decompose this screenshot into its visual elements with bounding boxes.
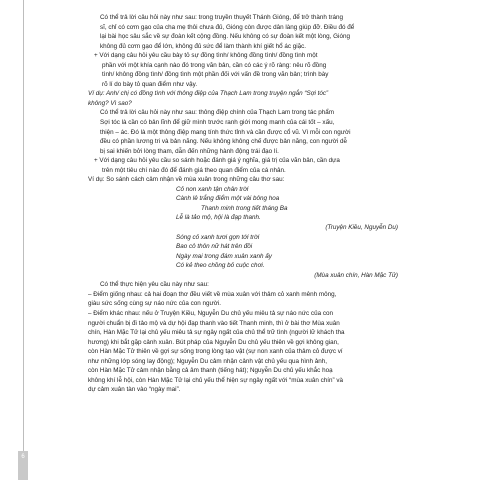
- text-line: giàu sức sống cùng sự náo nức của con người.: [88, 300, 222, 308]
- text-line: không đủ cơm gạo để lớn, không đủ sức để làm thành khí giết hổ ác giặc.: [100, 42, 307, 50]
- poem-line: Cỏ non xanh tận chân trời: [176, 185, 249, 193]
- text-line: bị sai khiến bởi lòng tham, dẫn đến những hành động trái đạo lí.: [100, 147, 279, 155]
- poem-citation-1: (Truyện Kiều, Nguyễn Du): [325, 224, 398, 232]
- example-question-1: [88, 89, 398, 108]
- bullet-compare-question: [88, 156, 398, 175]
- poem-line: Sóng cỏ xanh tươi gợn tới trời: [176, 233, 260, 241]
- poem-line: Có kẻ theo chồng bỏ cuộc chơi.: [176, 262, 265, 270]
- poem-citation-2: (Mùa xuân chín, Hàn Mặc Tử): [314, 271, 398, 279]
- poem-excerpt-2: [88, 233, 398, 271]
- text-line: + Với dạng câu hỏi yêu cầu so sánh hoặc đánh giá ý nghĩa, giá trị của văn bản, cần dựa: [94, 157, 340, 165]
- text-line: Có thể trả lời câu hỏi này như sau: trong truyền thuyết Thánh Gióng, để trở thành tráng: [100, 14, 344, 21]
- text-line: tình/ không đồng tình/ đồng tình một phần đối với vấn đề trong văn bản; trình bày: [102, 71, 329, 79]
- poem-line: Lễ là tảo mộ, hội là đạp thanh.: [176, 214, 261, 222]
- text-line: đều có phần lương tri và bản năng. Nếu không không chế được bản năng, con người dễ: [100, 138, 347, 146]
- left-margin-rule: [23, 0, 24, 480]
- text-line: Sợi tóc là cần có bản lĩnh để giữ mình trước ranh giới mong manh của cái tốt – xấu,: [100, 119, 335, 127]
- text-line: chín, Hàn Mặc Tử lại chủ yếu miêu tả sự ngây ngất của chủ thể trữ tình (người lữ khách tha: [88, 329, 345, 337]
- text-line: thiện – ác. Đó là một thông điệp mang tính thức tỉnh và cần được cổ vũ. Vì mỗi con người: [100, 128, 351, 136]
- bullet-agree-question: [88, 51, 398, 89]
- text-line: Ví dụ: Anh/ chị có đồng tình với thông điệp của Thạch Lam trong truyện ngắn “Sợi tóc”: [88, 90, 329, 98]
- text-line: hương) khi bắt gặp cảnh xuân. Bút pháp của Nguyễn Du chủ yếu thiên về gợi không gian,: [88, 338, 339, 346]
- text-line: rõ lí do bày tỏ quan điểm như vậy.: [102, 80, 198, 88]
- poem-line: Cành lê trắng điểm một vài bông hoa: [176, 195, 280, 203]
- page-content: [88, 13, 398, 395]
- text-line: còn Hàn Mặc Tử cảm nhận bằng cả âm thanh (tiếng hát); Nguyễn Du chủ yếu khắc hoạ: [88, 367, 333, 375]
- text-line: không khí lễ hội, còn Hàn Mặc Tử lại chủ yếu thể hiện sự ngây ngất với “mùa xuân chín” và: [88, 376, 344, 384]
- poem-line: Thanh minh trong tiết tháng Ba: [201, 204, 288, 212]
- text-line: Có thể trả lời câu hỏi này như sau: thông điệp chính của Thạch Lam trong tác phẩm: [100, 109, 335, 117]
- text-line: không? Vì sao?: [88, 99, 132, 107]
- answer-intro: Có thể thực hiện yêu cầu này như sau:: [100, 281, 209, 289]
- text-line: lại bài học sâu sắc về sự đoàn kết cộng đồng. Nếu không có sự đoàn kết một lòng, Gióng: [100, 33, 350, 41]
- text-line: – Điểm giống nhau: cả hai đoạn thơ đều viết về mùa xuân với thảm cỏ xanh mênh mông,: [88, 290, 337, 298]
- text-line: người chuẩn bị đi tảo mộ và dự hội đạp thanh vào tiết Thanh minh, thì ở bài thơ Mùa xuân: [88, 319, 340, 327]
- poem-line: Bao cô thôn nữ hát trên đồi: [176, 243, 253, 251]
- text-line: như những lớp sóng lay động); Nguyễn Du cảm nhận cảnh vật chủ yếu qua hình ảnh,: [88, 357, 328, 365]
- text-line: trên một tiêu chí nào đó để đánh giá theo quan điểm của cá nhân.: [102, 166, 286, 174]
- intro-paragraph: [88, 13, 398, 51]
- difference-paragraph: [88, 309, 398, 395]
- text-line: sĩ, chỉ có cơm gạo của cha mẹ thôi chưa đủ, Gióng còn được dân làng giúp đỡ. Điều đó để: [100, 23, 355, 31]
- page-number: 6: [21, 454, 25, 460]
- poem-excerpt-1: [88, 185, 398, 223]
- text-line: + Với dạng câu hỏi yêu cầu bày tỏ sự đồng tình/ không đồng tình/ đồng tình một: [94, 52, 318, 60]
- example-question-2: Ví dụ: So sánh cách cảm nhận về mùa xuân trong những câu thơ sau:: [88, 176, 285, 184]
- similarity-paragraph: [88, 290, 398, 309]
- text-line: còn Hàn Mặc Tử thiên về gợi sự sống trong lòng tạo vật (sự non xanh của thảm cỏ được ví: [88, 348, 343, 356]
- poem-line: Ngày mai trong đám xuân xanh ấy: [176, 252, 272, 260]
- answer-paragraph-1: [88, 108, 398, 156]
- text-line: phần với một khía cạnh nào đó trong văn bản, cần có các ý rõ ràng: nêu rõ đồng: [102, 61, 327, 69]
- text-line: dự cảm xuân tàn vào “ngày mai”.: [88, 386, 181, 394]
- text-line: – Điểm khác nhau: nếu ở Truyện Kiều, Nguyễn Du chủ yếu miêu tả sự náo nức của con: [88, 309, 333, 317]
